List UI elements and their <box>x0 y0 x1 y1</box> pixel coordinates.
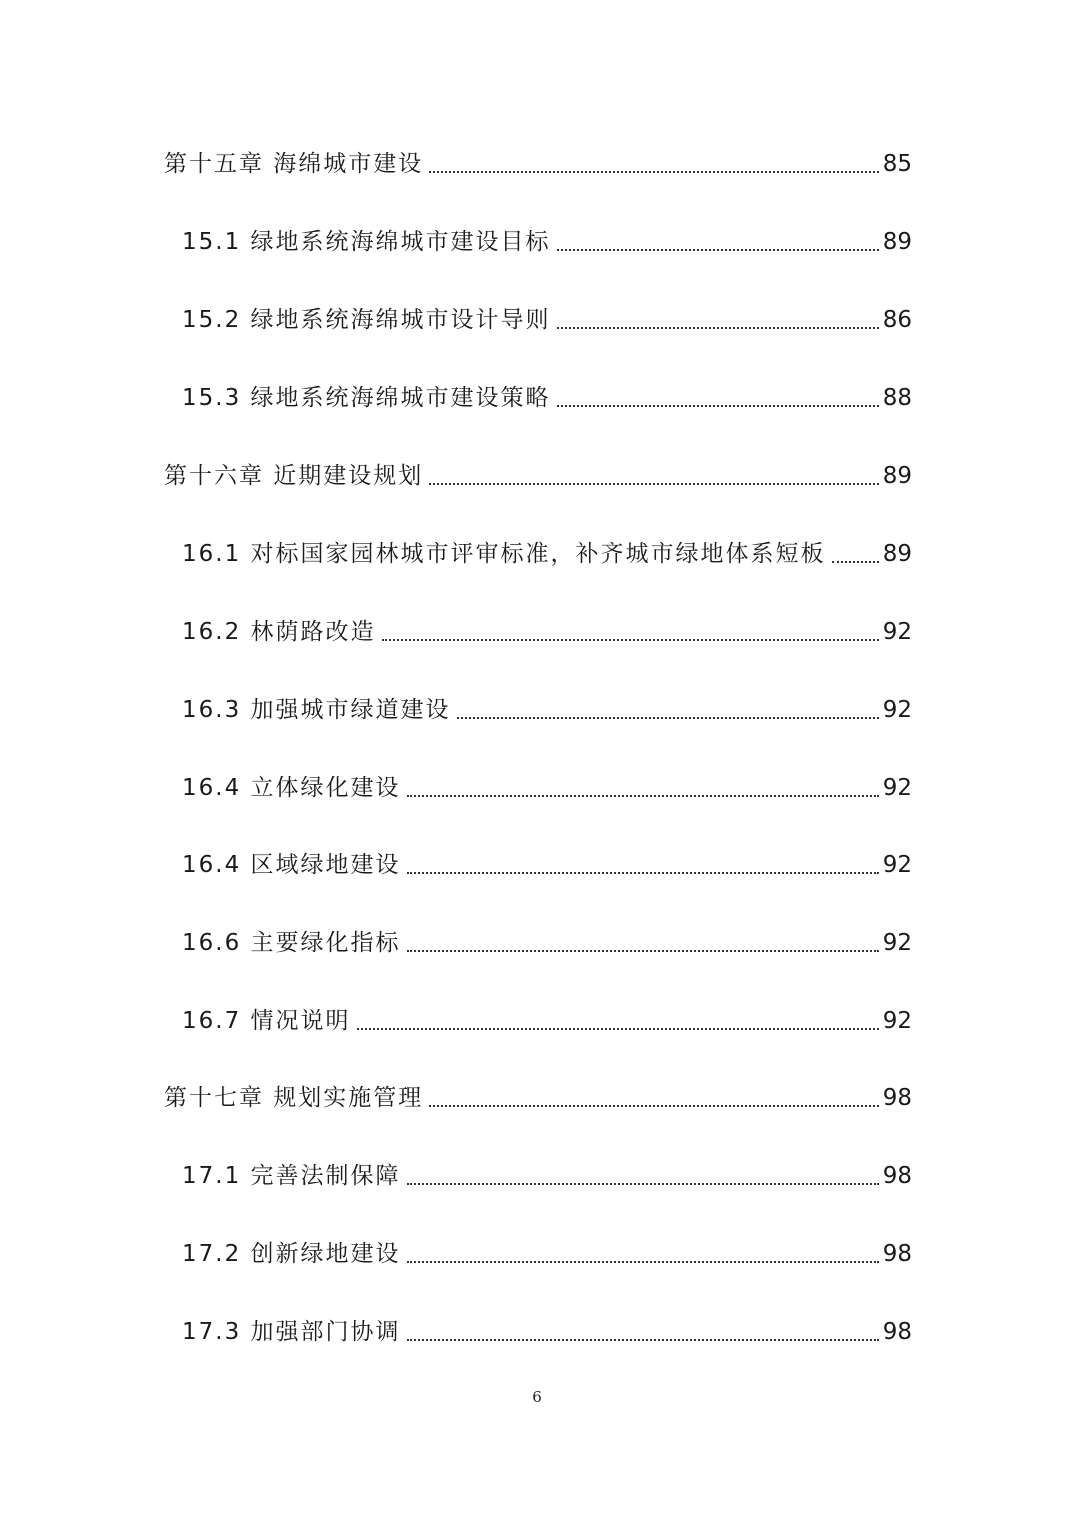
toc-leader-dots <box>429 171 878 173</box>
toc-entry-title: 15.1 绿地系统海绵城市建设目标 <box>182 229 551 255</box>
toc-entry-page: 88 <box>882 385 912 411</box>
toc-entry-page: 92 <box>882 852 912 878</box>
toc-entry-title: 15.3 绿地系统海绵城市建设策略 <box>182 385 551 411</box>
toc-entry[interactable] <box>182 690 912 730</box>
toc-entry-page: 86 <box>882 307 912 333</box>
toc-leader-dots <box>557 405 879 407</box>
toc-leader-dots <box>407 872 879 874</box>
toc-entry-title: 15.2 绿地系统海绵城市设计导则 <box>182 307 551 333</box>
toc-entry[interactable] <box>182 378 912 418</box>
toc-entry-page: 92 <box>882 697 912 723</box>
toc-leader-dots <box>557 327 879 329</box>
toc-leader-dots <box>407 1261 879 1263</box>
toc-entry-title: 17.2 创新绿地建设 <box>182 1241 401 1267</box>
toc-leader-dots <box>407 1183 879 1185</box>
toc-leader-dots <box>382 639 879 641</box>
toc-entry-title: 16.4 区域绿地建设 <box>182 852 401 878</box>
toc-entry[interactable] <box>182 534 912 574</box>
toc-entry[interactable] <box>182 768 912 808</box>
toc-leader-dots <box>429 1105 878 1107</box>
toc-entry[interactable] <box>182 300 912 340</box>
toc-entry-page: 92 <box>882 930 912 956</box>
toc-leader-dots <box>832 561 879 563</box>
toc-entry-page: 89 <box>882 541 912 567</box>
toc-leader-dots <box>429 483 878 485</box>
toc-leader-dots <box>457 717 879 719</box>
toc-entry[interactable] <box>182 1001 912 1041</box>
toc-entry-title: 16.3 加强城市绿道建设 <box>182 697 451 723</box>
toc-entry[interactable] <box>182 1312 912 1352</box>
toc-entry-title: 16.7 情况说明 <box>182 1008 351 1034</box>
page-number: 6 <box>532 1388 542 1406</box>
toc-entry-title: 第十五章 海绵城市建设 <box>164 151 424 177</box>
toc-entry[interactable] <box>182 612 912 652</box>
toc-entry[interactable] <box>182 1156 912 1196</box>
toc-entry-title: 16.6 主要绿化指标 <box>182 930 401 956</box>
toc-entry[interactable] <box>182 222 912 262</box>
toc-entry-page: 92 <box>882 619 912 645</box>
toc-entry[interactable] <box>164 144 912 184</box>
toc-leader-dots <box>407 1339 879 1341</box>
toc-entry-page: 85 <box>882 151 912 177</box>
toc-entry-page: 98 <box>882 1241 912 1267</box>
toc-entry[interactable] <box>182 923 912 963</box>
toc-entry-page: 98 <box>882 1163 912 1189</box>
toc-entry-page: 89 <box>882 229 912 255</box>
toc-entry-title: 16.4 立体绿化建设 <box>182 775 401 801</box>
toc-leader-dots <box>357 1028 879 1030</box>
toc-entry-title: 第十七章 规划实施管理 <box>164 1085 424 1111</box>
toc-entry-title: 第十六章 近期建设规划 <box>164 463 424 489</box>
toc-leader-dots <box>557 249 879 251</box>
toc-leader-dots <box>407 795 879 797</box>
toc-entry-page: 98 <box>882 1319 912 1345</box>
toc-entry-title: 17.1 完善法制保障 <box>182 1163 401 1189</box>
toc-entry[interactable] <box>164 456 912 496</box>
toc-leader-dots <box>407 950 879 952</box>
toc-entry-page: 92 <box>882 775 912 801</box>
toc-entry[interactable] <box>182 1234 912 1274</box>
toc-entry-title: 16.1 对标国家园林城市评审标准，补齐城市绿地体系短板 <box>182 541 826 567</box>
toc-entry-title: 16.2 林荫路改造 <box>182 619 376 645</box>
toc-entry-title: 17.3 加强部门协调 <box>182 1319 401 1345</box>
toc-entry[interactable] <box>164 1078 912 1118</box>
toc-entry-page: 98 <box>882 1085 912 1111</box>
toc-entry-page: 92 <box>882 1008 912 1034</box>
toc-entry[interactable] <box>182 845 912 885</box>
toc-entry-page: 89 <box>882 463 912 489</box>
